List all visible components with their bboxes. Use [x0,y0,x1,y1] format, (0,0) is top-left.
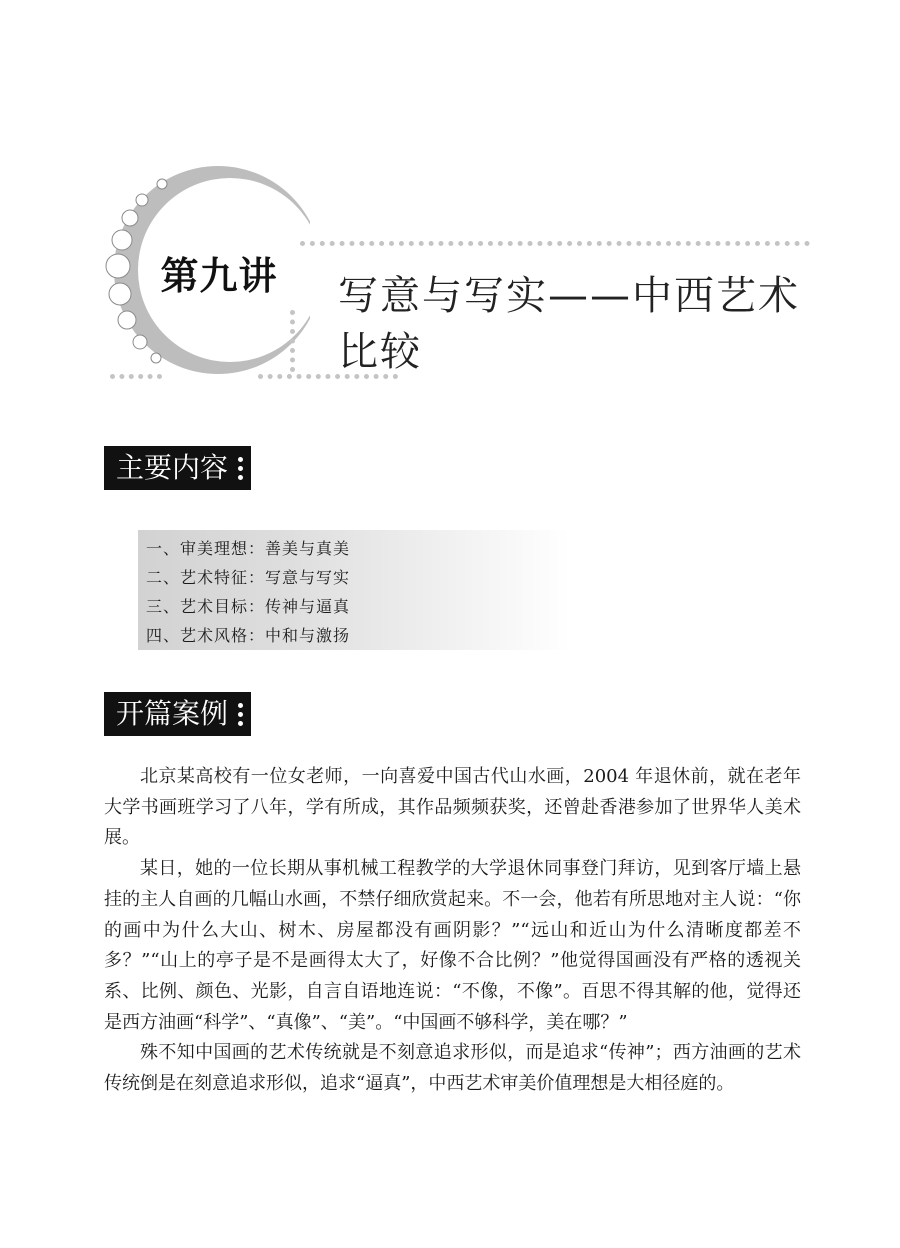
contents-item: 四、艺术风格：中和与激扬 [146,626,351,645]
case-paragraph: 某日，她的一位长期从事机械工程教学的大学退休同事登门拜访，见到客厅墙上悬挂的主人自画的几幅山水画，不禁仔细欣赏起来。不一会，他若有所思地对主人说：“你的画中为什么大山、树木、房屋都没有画阴影？”“远山和近山为什么清晰度都差不多？”“山上的亭子是不是画得太大了，好像不合比例？”他觉得国画没有严格的透视关系、比例、颜色、光影，自言自语地连说：“不像，不像”。百思不得其解的他，觉得还是西方油画“科学”、“真像”、“美”。“中国画不够科学，美在哪？” [104,858,801,1033]
colon-dots-icon [238,699,243,729]
contents-section-title: 主要内容 [116,451,229,484]
chapter-title-line-1: 写意与写实——中西艺术 [338,273,800,319]
contents-list [138,530,570,650]
contents-item: 一、审美理想：善美与真美 [146,539,351,558]
case-paragraph: 殊不知中国画的艺术传统就是不刻意追求形似，而是追求“传神”；西方油画的艺术传统倒是在刻意追求形似，追求“逼真”，中西艺术审美价值理想是大相径庭的。 [104,1042,801,1095]
contents-section-header [104,446,251,490]
case-paragraph: 北京某高校有一位女老师，一向喜爱中国古代山水画，2004 年退休前，就在老年大学书画班学习了八年，学有所成，其作品频频获奖，还曾赴香港参加了世界华人美术展。 [104,766,801,849]
case-text [104,762,801,1100]
contents-item: 三、艺术目标：传神与逼真 [146,597,351,616]
dotted-line-right [290,310,295,372]
chapter-label: 第九讲 [160,253,278,298]
colon-dots-icon [238,453,243,483]
dotted-line-top [300,241,810,246]
dotted-line-left-bottom [110,374,162,379]
contents-item: 二、艺术特征：写意与写实 [146,568,351,587]
chapter-title-line-2: 比较 [338,329,422,375]
case-section-title: 开篇案例 [116,697,229,730]
case-section-header [104,692,251,736]
chapter-title [338,268,808,380]
